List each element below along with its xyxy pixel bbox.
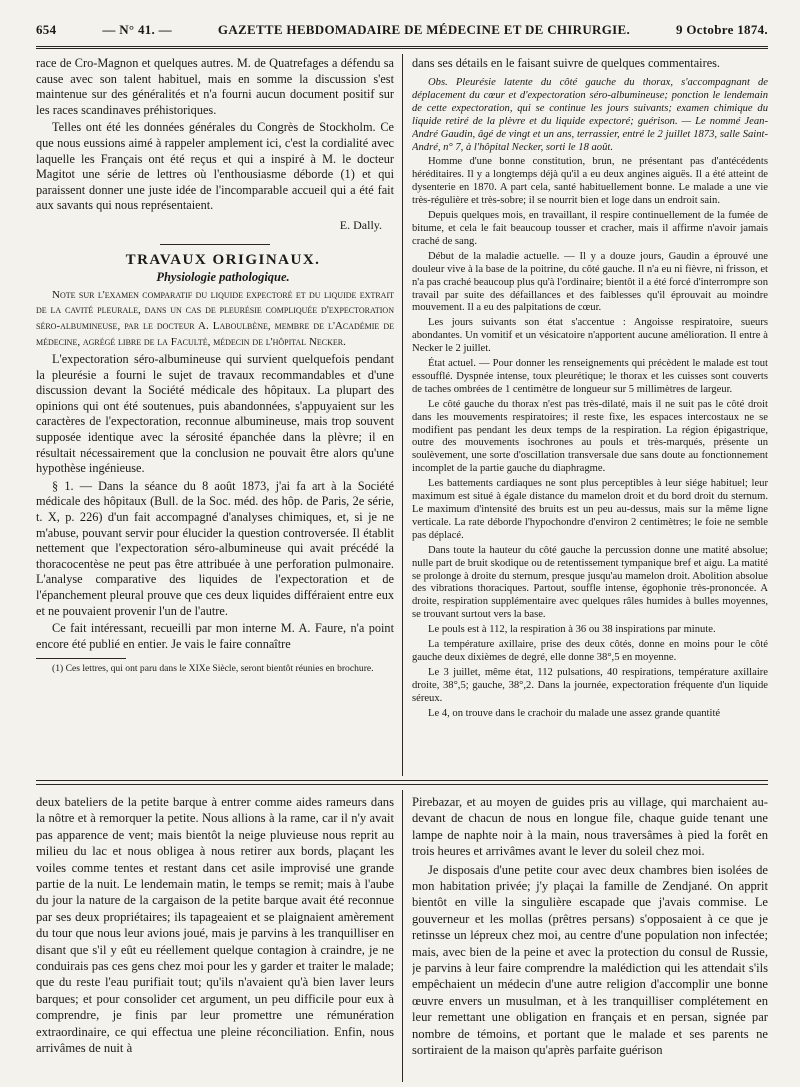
paragraph: Dans toute la hauteur du côté gauche la percussion donne une matité absolue; nulle part de bruit skodique ou de retentissement tympanique bref et aigu. La matité se prolonge à droite du sternum, presque jusqu'au mamelon droit. Abolition absolue des vibrations thoraciques. Partout, souffle intense, égophonie très-prononcée. A droite, respiration supplémentaire avec quelques râles humides à bulles moyennes, se trouvant surtout vers la base. bbox=[412, 544, 768, 621]
paragraph: Pirebazar, et au moyen de guides pris au village, qui marchaient au-devant de chacun de nous en longue file, chaque guide tenant une lampe de naphte noir à la main, nous traversâmes à pied la forêt en trois heures et arrivâmes avant le lever du soleil chez moi. bbox=[412, 795, 768, 859]
paragraph: Le côté gauche du thorax n'est pas très-dilaté, mais il ne suit pas le côté droit dans les mouvements respiratoires; il reste fixe, les espaces intercostaux ne se modifient pas pendant les deux temps de la respiration. La région épigastrique, outre des mouvements isochrones au pouls et très-marqués, présente un soulèvement, une sorte d'oscillation transversale due sans doute au fonctionnement incomplet de la partie gauche du diaphragme. bbox=[412, 398, 768, 475]
footnote-rule bbox=[36, 658, 126, 659]
paragraph: L'expectoration séro-albumineuse qui survient quelquefois pendant la pleurésie a fourni le sujet de travaux recommandables et d'une discussion devant la Société médicale des hôpitaux. La plupart des opinions qui ont été soutenues, puis abandonnées, s'appuyaient sur les caractères de l'expectoration, reconnue albumineuse, mais trop souvent supposée identique avec la sérosité épanchée dans la plèvre; il en résultait nécessairement que la conclusion ne pouvait être alors qu'une hypothèse ingénieuse. bbox=[36, 352, 394, 476]
paragraph: Telles ont été les données générales du Congrès de Stockholm. Ce que nous eussions aimé à rappeler amplement ici, c'est la cordialité avec laquelle les Français ont été reçus et qui a inspiré à M. le docteur Magitot une série de lettres où l'enthousiasme déborde (1) et qui paraissent donner une juste idée de l'incomparable accueil qui a été fait aux savants qui nous représentaient. bbox=[36, 120, 394, 213]
article-title: Note sur l'examen comparatif du liquide expectoré et du liquide extrait de la cavité pleurale, dans un cas de pleurésie compliquée d'expectoration séro-albumineuse, par le docteur A. Laboulbène, membre de l'Académie de médecine, agrégé libre de la Faculté, médecin de l'hôpital Necker. bbox=[36, 288, 394, 348]
paragraph: Je disposais d'une petite cour avec deux chambres bien isolées de mon habitation privée; j'y plaçai la famille de Zendjané. On apprit bientôt en ville la singulière escapade que j'avais commise. Le gouverneur et les mollas (prêtres persans) s'opposaient à ce que je retinsse un lépreux chez moi, au centre d'une population non infectée; mais, avec bien de la peine et avec la protection du consul de Russie, je parvins à leur faire comprendre la malédiction qui les attendait s'ils empêchaient un médecin d'une autre religion d'accomplir une bonne œuvre envers un musulman, et à les tranquilliser complétement en leur remettant une obligation en français et en persan, signée par nombre de témoins, et portant que le malade et ses parents ne sortiraient de la maison qu'après parfaite guérison bbox=[412, 862, 768, 1058]
paragraph: § 1. — Dans la séance du 8 août 1873, j'ai fa art à la Société médicale des hôpitaux (Bull. de la Soc. méd. des hôp. de Paris, 2e série, t. X, p. 226) d'un fait accompagné d'analyses chimiques, et, si je ne m'abuse, pouvant servir pour élucider la question controversée. Il établit nettement que l'expectoration séro-albumineuse qui avait précédé la thoracocentèse ne peut pas être attribuée à une perforation pulmonaire. L'analyse comparative des liquides de l'expectoration et de l'épanchement pleural prouve que ces deux liquides différaient entre eux et ne pouvaient provenir l'un de l'autre. bbox=[36, 478, 394, 618]
paragraph: Le pouls est à 112, la respiration à 36 ou 38 inspirations par minute. bbox=[428, 624, 716, 636]
paragraph: La température axillaire, prise des deux côtés, donne en moins pour le côté gauche deux dixièmes de degré, elle donne 38°,5 en moyenne. bbox=[412, 639, 768, 663]
header-rule bbox=[36, 46, 768, 49]
column-divider bbox=[402, 54, 403, 776]
paragraph: Homme d'une bonne constitution, brun, ne présentant pas d'antécédents héréditaires. Il y a longtemps déjà qu'il a eu deux angines aiguës. Il a été atteint de dysenterie en 1870. A part cela, santé habituellement bonne. Le malade a une vie très-régulière et très-sobre; il se nourrit bien et loge dans un endroit sain. bbox=[412, 156, 768, 207]
bottom-left-column bbox=[36, 794, 394, 1078]
footnote: (1) Ces lettres, qui ont paru dans le XIXe Siècle, seront bientôt réunies en brochure. bbox=[52, 663, 374, 675]
section-title: TRAVAUX ORIGINAUX. bbox=[125, 251, 321, 268]
paragraph: Les jours suivants son état s'accentue : Angoisse respiratoire, sueurs abondantes. Un vomitif et un vésicatoire n'apportent aucune amélioration. Il entre à Necker le 2 juillet. bbox=[412, 317, 768, 355]
page-number: 654 bbox=[36, 22, 57, 37]
page-header bbox=[36, 22, 768, 46]
author-signature: E. Dally. bbox=[339, 217, 382, 232]
journal-title: GAZETTE HEBDOMADAIRE DE MÉDECINE ET DE CHIRURGIE. bbox=[217, 22, 631, 37]
section-divider bbox=[160, 244, 270, 245]
observation-heading: Obs. Pleurésie latente du côté gauche du thorax, s'accompagnant de déplacement du cœur et d'expectoration séro-albumineuse; ponction le lendemain de cette expectoration, qui se continue les jours suivants; examen chimique du liquide retiré de la plèvre et du liquide expectoré; guérison. — Le nommé Jean-André Gaudin, âgé de vingt et un ans, terrassier, entré le 2 juillet 1873, salle Saint-André, n° 7, à l'hôpital Necker, sorti le 18 août. bbox=[412, 77, 768, 153]
paragraph: race de Cro-Magnon et quelques autres. M. de Quatrefages a défendu sa cause avec son talent habituel, mais en somme la discussion s'est maintenue sur des généralités et n'a fourni aucun document positif sur les races scandinaves préhistoriques. bbox=[36, 56, 394, 117]
top-right-column bbox=[412, 56, 768, 774]
paragraph: Depuis quelques mois, en travaillant, il respire continuellement de la fumée de bitume, et cela le fait beaucoup tousser et cracher, mais il affirme n'avoir jamais craché de sang. bbox=[412, 210, 768, 247]
paragraph: Le 4, on trouve dans le crachoir du malade une assez grande quantité bbox=[428, 707, 721, 719]
bottom-right-column bbox=[412, 794, 768, 1078]
paragraph: deux bateliers de la petite barque à entrer comme aides rameurs dans la nôtre et à remorquer la petite. Nous allions à la rame, car il n'y avait pas apparence de vent; mais bientôt la neige pluvieuse nous reprit au milieu du lac et nous obligea à nous retirer aux bords, plaçant les voiles comme tentes et restant dans cet asile improvisé une grande partie de la nuit. Le lendemain matin, le temps se remit; mais à l'aube du jour la nature de la cargaison de la petite barque avait été reconnue par ses deux propriétaires; ils tapageaient et se plaignaient amèrement du tour que nous leur avions joué, mais je parvins à les tranquilliser en disant que s'il y eût eu réellement quelque contagion à craindre, je ne conduirais pas ces gens chez moi pour les y garder et traiter le malade; que du reste l'eau purifiait tout; qu'ils n'avaient qu'à bien laver leurs barques; et pour consolider cet argument, un peu difficile pour eux à comprendre, je finis par leur promettre une rémunération extraordinaire, ce qui effectua une pleine réconciliation. Enfin, nous arrivâmes de nuit à bbox=[36, 795, 394, 1056]
paragraph: Ce fait intéressant, recueilli par mon interne M. A. Faure, n'a point encore été publié en entier. Je vais le faire connaître bbox=[36, 621, 394, 651]
feuilleton-rule bbox=[36, 780, 768, 781]
top-left-column bbox=[36, 56, 394, 774]
section-subtitle: Physiologie pathologique. bbox=[156, 270, 290, 285]
column-divider bbox=[402, 790, 403, 1082]
paragraph: État actuel. — Pour donner les renseignements qui précèdent le malade est tout essoufflé. Dyspnée intense, toux pleurétique; le thorax et les cuisses sont couverts de taches ombrées de 1 centimètre de longueur sur 5 millimètres de largeur. bbox=[412, 358, 768, 395]
paragraph: dans ses détails en le faisant suivre de quelques commentaires. bbox=[412, 56, 721, 70]
issue-date: 9 Octobre 1874. bbox=[675, 22, 768, 37]
paragraph: Début de la maladie actuelle. — Il y a douze jours, Gaudin a éprouvé une douleur vive à la base de la poitrine, du côté gauche. Il n'a eu ni fièvre, ni frisson, et n'a pas craché beaucoup plus qu'à l'ordinaire; bientôt il a été forcé d'interrompre son travail par suite des défaillances et des faiblesses qu'il éprouvait au moindre mouvement. Il a eu des palpitations de cœur. bbox=[412, 250, 768, 314]
issue-number: — N° 41. — bbox=[102, 22, 172, 37]
feuilleton-rule-2 bbox=[36, 784, 768, 785]
paragraph: Les battements cardiaques ne sont plus perceptibles à leur siége habituel; leur maximum est situé à égale distance du mamelon droit et du bord droit du sternum. Le maximum d'intensité des bruits est un peu au-dessus, mais sur la même ligne verticale. La rate déborde l'hypochondre d'environ 2 centimètres; le foie ne semble pas déplacé. bbox=[412, 478, 768, 541]
paragraph: Le 3 juillet, même état, 112 pulsations, 40 respirations, température axillaire droite, 38°,5; gauche, 38°,2. Dans la journée, expectoration fréquente d'un liquide séreux. bbox=[412, 666, 768, 704]
